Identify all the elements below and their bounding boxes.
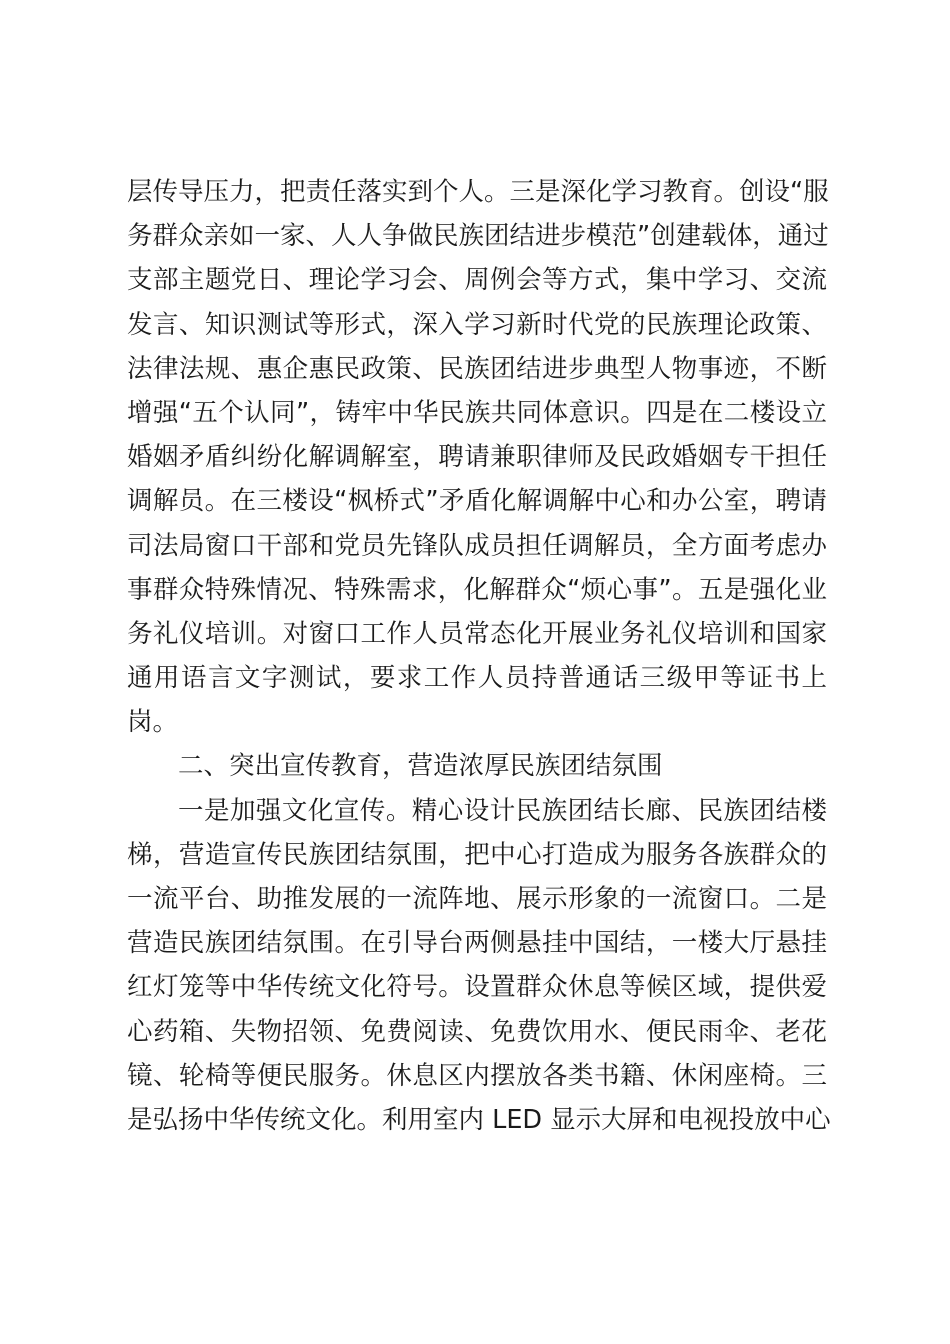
paragraph-line: 岗。 [127,707,179,738]
paragraph-line: 支部主题党日、理论学习会、周例会等方式，集中学习、交流 [127,265,827,296]
paragraph-line: 镜、轮椅等便民服务。休息区内摆放各类书籍、休闲座椅。三 [127,1060,827,1091]
paragraph-line: 务礼仪培训。对窗口工作人员常态化开展业务礼仪培训和国家 [127,618,827,649]
paragraph-line: 红灯笼等中华传统文化符号。设置群众休息等候区域，提供爱 [127,972,827,1003]
paragraph-line: 心药箱、失物招领、免费阅读、免费饮用水、便民雨伞、老花 [127,1016,827,1047]
paragraph-line: 层传导压力，把责任落实到个人。三是深化学习教育。创设“服 [127,177,829,207]
paragraph-line: 法律法规、惠企惠民政策、民族团结进步典型人物事迹，不断 [127,353,827,384]
paragraph-line: 发言、知识测试等形式，深入学习新时代党的民族理论政策、 [127,309,827,340]
paragraph-line: 务群众亲如一家、人人争做民族团结进步模范”创建载体，通过 [127,221,829,252]
paragraph-line: 增强“五个认同”，铸牢中华民族共同体意识。四是在二楼设立 [127,397,827,428]
paragraph-line: 事群众特殊情况、特殊需求，化解群众“烦心事”。五是强化业 [127,574,827,605]
document-body [127,170,831,1142]
paragraph-line: 调解员。在三楼设“枫桥式”矛盾化解调解中心和办公室，聘请 [127,486,827,517]
paragraph-line: 婚姻矛盾纠纷化解调解室，聘请兼职律师及民政婚姻专干担任 [127,442,827,473]
paragraph-line: 一流平台、助推发展的一流阵地、展示形象的一流窗口。二是 [127,884,827,914]
paragraph-line: 是弘扬中华传统文化。利用室内 LED 显示大屏和电视投放中心 [127,1104,831,1135]
paragraph-line: 营造民族团结氛围。在引导台两侧悬挂中国结，一楼大厅悬挂 [127,928,827,959]
paragraph-line: 通用语言文字测试，要求工作人员持普通话三级甲等证书上 [127,663,827,694]
paragraph-line: 一是加强文化宣传。精心设计民族团结长廊、民族团结楼 [178,795,827,826]
paragraph-line: 梯，营造宣传民族团结氛围，把中心打造成为服务各族群众的 [127,839,827,870]
paragraph-line: 司法局窗口干部和党员先锋队成员担任调解员，全方面考虑办 [127,530,827,561]
section-heading: 二、突出宣传教育，营造浓厚民族团结氛围 [178,751,663,782]
